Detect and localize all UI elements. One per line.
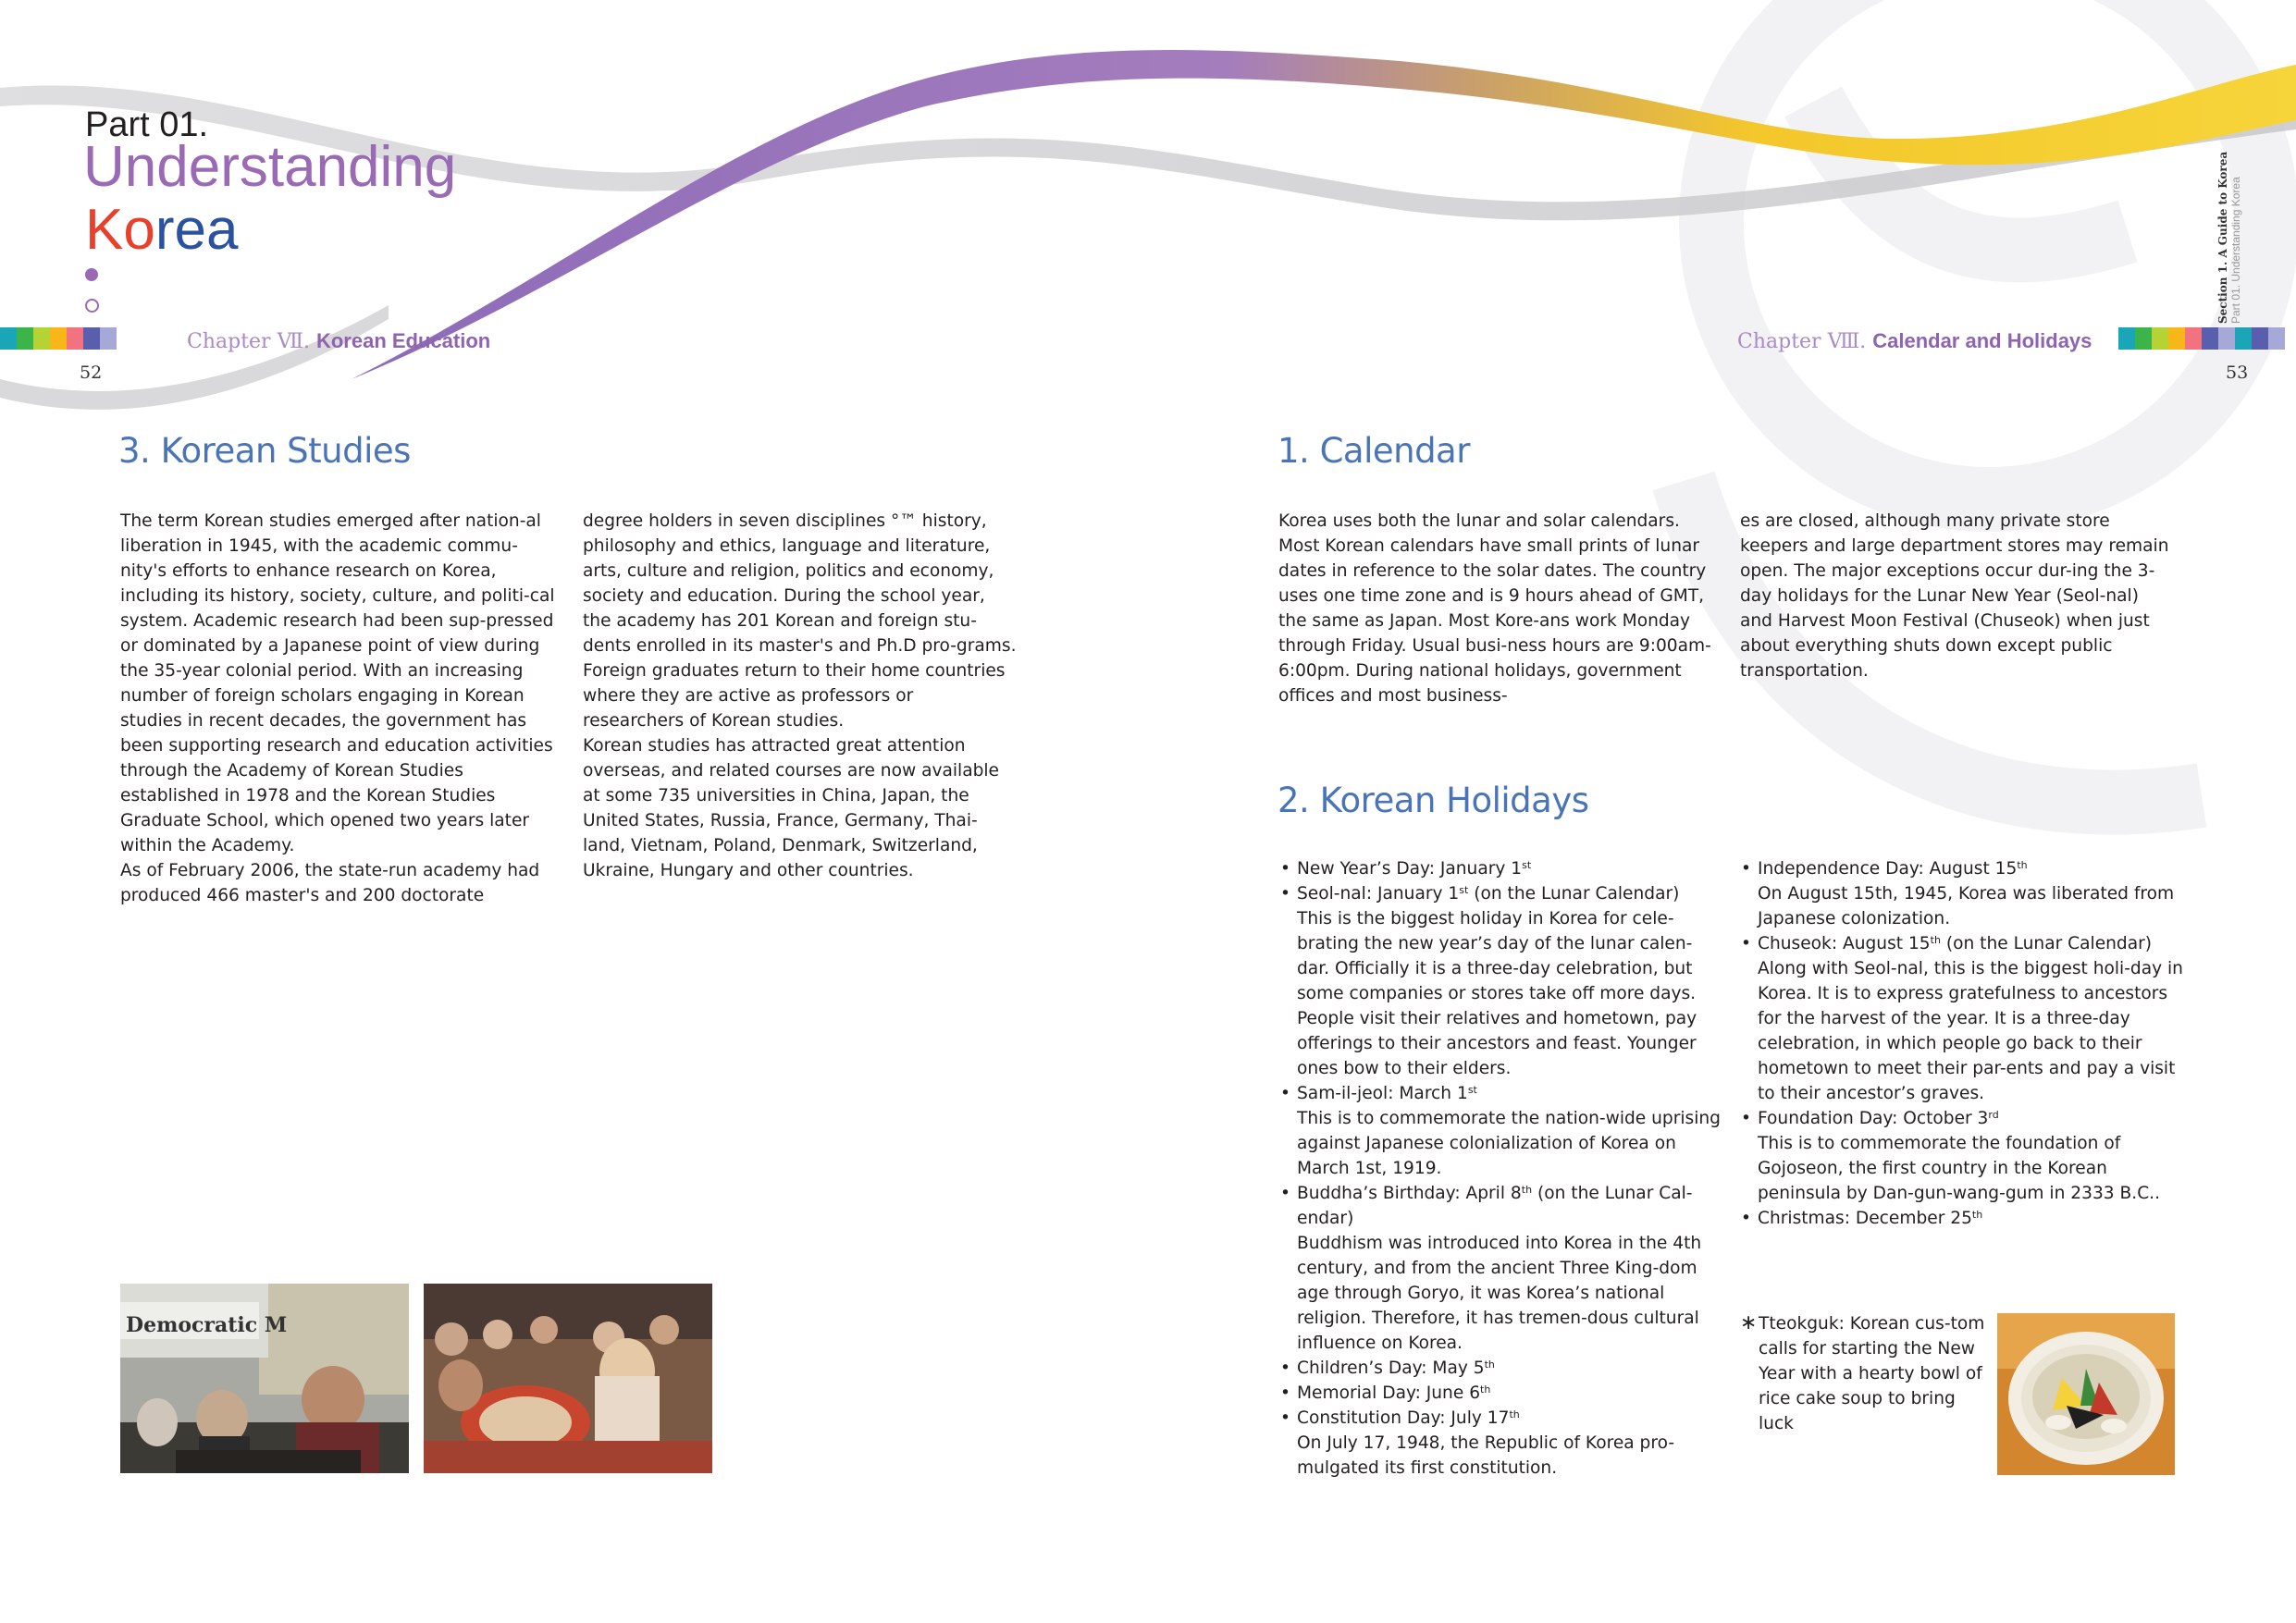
holidays-list-left [1278,856,1724,1481]
holiday-title: Independence Day: August 15 [1758,859,2018,879]
holiday-ordinal: th [1521,1184,1533,1196]
holiday-item [1278,1181,1724,1356]
holiday-title: New Year’s Day: January 1 [1297,859,1523,879]
part-label: Part 01. [85,105,209,144]
left-colorbar [0,327,117,350]
holiday-item [1278,856,1724,881]
holiday-ordinal: th [1971,1209,1983,1221]
holiday-ordinal: th [1509,1408,1520,1420]
holiday-description: On August 15th, 1945, Korea was liberated from Japanese colonization. [1758,884,2175,928]
korean-studies-col1 [120,509,555,908]
caption-asterisk: ∗ [1740,1311,1758,1334]
holiday-title-suffix: (on the Lunar Calendar) [1468,884,1680,904]
paragraph: Korea uses both the lunar and solar calendars. Most Korean calendars have small prints of lunar dates in reference to the solar dates. The country uses one time zone and is 9 hours ahead of GMT, the same as Japan. Most Kore-ans work Monday through Friday. Usual busi-ness hours are 9:00am-6:00pm. During national holidays, government offices and most business- [1278,511,1711,706]
paragraph: es are closed, although many private store keepers and large department stores may remain open. The major exceptions occur dur-ing the 3-day holidays for the Lunar New Year (Seol-nal) and Harvest Moon Festival (Chuseok) when just about everything shuts down except public transportation. [1740,511,2169,681]
calendar-col1 [1278,509,1715,708]
left-swoosh [0,305,389,410]
title-ko: Ko [85,198,155,262]
holiday-description: This is the biggest holiday in Korea for cele-brating the new year’s day of the lunar calen-dar. Officially it is a three-day celebration, but some companies or stores take off more days. People visit their relatives and hometown, pay offerings to their ancestors and feast. Younger ones bow to their elders. [1297,909,1697,1078]
holiday-item [1278,1081,1724,1181]
holiday-ordinal: th [1930,934,1941,946]
korean-studies-heading: 3. Korean Studies [118,431,411,471]
holiday-ordinal: th [1484,1359,1495,1371]
holiday-title: Children’s Day: May 5 [1297,1359,1485,1378]
holiday-description: This is to commemorate the nation-wide uprising against Japanese colonialization of Korea on March 1st, 1919. [1297,1109,1721,1178]
holiday-title: Chuseok: August 15 [1758,934,1931,953]
filled-dot-icon [85,268,98,281]
paragraph: Korean studies has attracted great attention overseas, and related courses are now available at some 735 universities in China, Japan, the United States, Russia, France, Germany, Thai-land, Vietnam, Poland, Denmark, Switzerland, Ukraine, Hungary and other countries. [583,736,999,880]
part-title-line1: Understanding [83,135,457,199]
paragraph: As of February 2006, the state-run academy had produced 466 master's and 200 doctorate [120,861,540,905]
holiday-title: Foundation Day: October 3 [1758,1109,1989,1128]
drum-class-photo [424,1284,712,1473]
holiday-description: Along with Seol-nal, this is the biggest holi-day in Korea. It is to express gratefulness to ancestors for the harvest of the year. It is a three-day celebration, in which people go back to their hometown to meet their par-ents and pay a visit to their ancestor’s graves. [1758,959,2183,1103]
korean-studies-col2 [583,509,1018,883]
holiday-title: Buddha’s Birthday: April 8 [1297,1184,1522,1203]
holiday-ordinal: st [1467,1084,1477,1096]
holiday-item [1739,1206,2189,1231]
right-page-number: 53 [2226,363,2249,383]
holiday-description: On July 17, 1948, the Republic of Korea pro-mulgated its first constitution. [1297,1433,1675,1478]
left-chapter-prefix: Chapter Ⅶ. [187,330,310,353]
right-chapter-title: Calendar and Holidays [1872,329,2092,352]
side-section-label: Section 1. A Guide to Korea [2216,151,2229,324]
calendar-col2 [1740,509,2175,683]
holiday-title-suffix: (on the Lunar Cal-endar) [1297,1184,1693,1228]
photo-sign-text: Democratic M [126,1313,288,1337]
left-chapter-title: Korean Education [315,329,491,352]
holiday-description: Buddhism was introduced into Korea in the 4th century, and from the ancient Three King-dom age through Goryo, it was Korea’s national religion. Therefore, it has tremen-dous cultural influence on Korea. [1297,1234,1702,1353]
paragraph: degree holders in seven disciplines °™ history, philosophy and ethics, language and literature, arts, culture and religion, politics and economy, society and education. During the school year, the academy has 201 Korean and foreign stu-dents enrolled in its master's and Ph.D pro-grams. Foreign graduates return to their home countries where they are active as professors or researchers of Korean studies. [583,511,1017,731]
holiday-title: Christmas: December 25 [1758,1209,1972,1228]
holiday-title-suffix: (on the Lunar Calendar) [1940,934,2153,953]
holiday-item [1739,931,2189,1106]
empty-dot-icon [85,299,99,313]
right-colorbar [2118,327,2285,350]
left-page-number: 52 [80,363,103,383]
holiday-ordinal: st [1459,884,1469,896]
conference-photo [120,1284,409,1473]
side-part-label: Part 01. Understanding Korea [2229,177,2242,324]
holiday-description: This is to commemorate the foundation of Gojoseon, the first country in the Korean peninsula by Dan-gun-wang-gum in 2333 B.C.. [1758,1134,2160,1203]
holiday-title: Memorial Day: June 6 [1297,1383,1481,1403]
holidays-heading: 2. Korean Holidays [1278,781,1589,820]
part-title-line2 [85,198,239,262]
holiday-item [1278,1381,1724,1406]
holidays-list-right [1739,856,2189,1231]
tteokguk-photo [1997,1313,2175,1475]
holiday-title: Constitution Day: July 17 [1297,1408,1510,1428]
holiday-item [1278,881,1724,1081]
paragraph: The term Korean studies emerged after nation-al liberation in 1945, with the academic commu-nity's efforts to enhance research on Korea, including its history, society, culture, and politi-cal system. Academic research had been sup-pressed or dominated by a Japanese point of view during the 35-year colonial period. With an increasing number of foreign scholars engaging in Korean studies in recent decades, the government has been supporting research and education activities through the Academy of Korean Studies established in 1978 and the Korean Studies Graduate School, which opened two years later within the Academy. [120,511,555,855]
right-chapter-heading [1737,329,2092,353]
holiday-title: Sam-il-jeol: March 1 [1297,1084,1468,1103]
side-running-head [2216,139,2253,324]
title-rea: rea [154,198,239,262]
holiday-ordinal: st [1522,859,1532,871]
left-chapter-heading [187,329,490,353]
holiday-item [1739,1106,2189,1206]
tteokguk-caption: Tteokguk: Korean cus-tom calls for starting the New Year with a hearty bowl of rice cake soup to bring luck [1759,1314,1985,1433]
holiday-item [1739,856,2189,931]
calendar-heading: 1. Calendar [1278,431,1470,471]
right-chapter-prefix: Chapter Ⅷ. [1737,330,1867,353]
holiday-ordinal: rd [1988,1109,1999,1121]
holiday-ordinal: th [2017,859,2028,871]
holiday-title: Seol-nal: January 1 [1297,884,1460,904]
holiday-item [1278,1356,1724,1381]
holiday-item [1278,1406,1724,1481]
holiday-ordinal: th [1480,1383,1491,1396]
